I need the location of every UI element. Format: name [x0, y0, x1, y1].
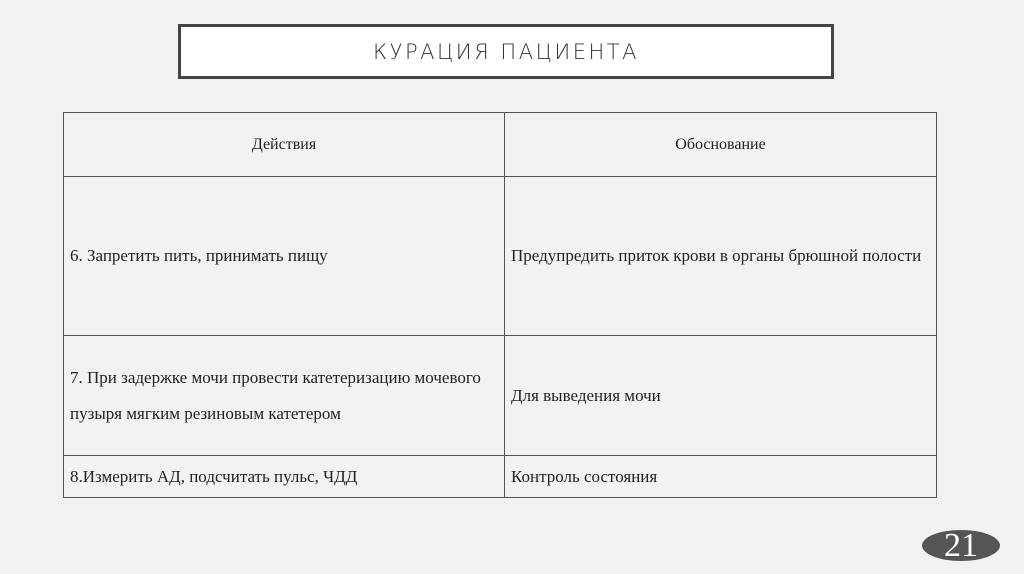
slide-title: КУРАЦИЯ ПАЦИЕНТА [373, 39, 639, 64]
page-number-badge [922, 526, 1000, 564]
table-row [64, 336, 937, 456]
table-header-row [64, 113, 937, 177]
header-actions: Действия [64, 113, 505, 177]
action-cell: 8.Измерить АД, подсчитать пульс, ЧДД [64, 456, 505, 498]
table-row [64, 177, 937, 336]
justification-cell: Для выведения мочи [505, 336, 937, 456]
curation-table [63, 112, 937, 498]
action-cell: 7. При задержке мочи провести катетеризацию мочевого пузыря мягким резиновым катетером [64, 336, 505, 456]
justification-cell: Контроль состояния [505, 456, 937, 498]
action-cell: 6. Запретить пить, принимать пищу [64, 177, 505, 336]
justification-cell: Предупредить приток крови в органы брюшной полости [505, 177, 937, 336]
header-justification: Обоснование [505, 113, 937, 177]
page-number: 21 [944, 526, 978, 564]
slide-title-box [178, 24, 834, 79]
table-row [64, 456, 937, 498]
